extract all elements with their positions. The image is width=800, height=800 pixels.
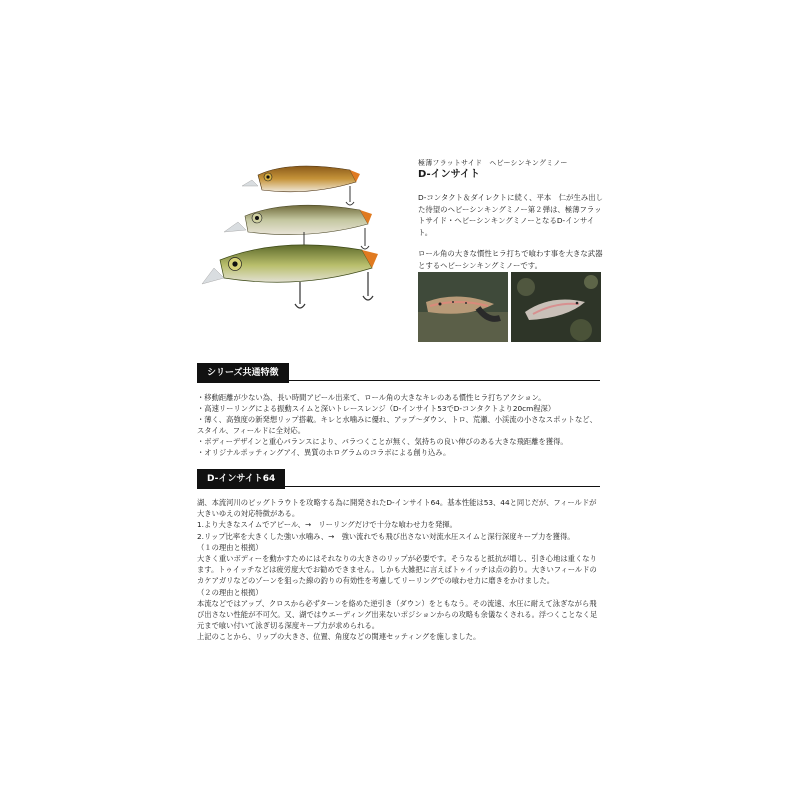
product-description-2: ロール角の大きな慣性ヒラ打ちで喰わす事を大きな武器とするヘビーシンキングミノーです。 (418, 249, 603, 270)
features-list (197, 392, 602, 458)
paragraph: （２の理由と根拠） (197, 587, 263, 597)
list-item: ・薄く、高強度の新発想リップ搭載。キレと水噛みに優れ、アップ〜ダウン、トロ、荒瀬、小渓流の小さなスポットなど、スタイル、フィールドに全対応。 (197, 415, 597, 435)
product-title: D-インサイト (418, 169, 480, 180)
paragraph: 上記のことから、リップの大きさ、位置、角度などの関連セッティングを施しました。 (197, 632, 481, 642)
paragraph: 本流などではアップ、クロスから必ずターンを絡めた逆引き（ダウン）をともなう。その流速、水圧に耐えて泳ぎながら飛び出さない性能が不可欠。又、湖ではウエーディング出来ないポジションからの攻略も余儀なくされる。浮つくことなく足元まで喰い付いて泳ぎ切る深度キープ力が求められる。 (197, 598, 598, 631)
section-model-heading: D-インサイト64 (197, 469, 285, 489)
paragraph: 2.リップ比率を大きくした強い水噛み、→ 強い流れでも飛び出さない対流水圧スイムと深行深度キープ力を獲得。 (197, 531, 575, 541)
paragraph: 1.より大きなスイムでアピール、→ リーリングだけで十分な喰わせ力を発揮。 (197, 520, 457, 530)
paragraph: 湖、本流河川のビッグトラウトを攻略する為に開発されたD-インサイト64。基本性能は53、44と同じだが、フィールドが大きいゆえの対応特徴がある。 (197, 498, 597, 519)
lures-image (200, 150, 400, 320)
paragraph: 大きく重いボディーを動かすためにはそれなりの大きさのリップが必要です。そうなると抵抗が増し、引き心地は重くなります。トゥイッチなどは疲労度大でお勧めできません。しかも大雑把に言えばトゥイッチは点の釣り。大きいフィールドのカケアガリなどのゾーンを狙った線の釣りの有効性を考慮してリーリングでの喰わせ力に磨きをかけました。 (197, 554, 597, 586)
trout-in-water-photo (511, 272, 601, 342)
paragraph: （１の理由と根拠） (197, 542, 263, 552)
list-item: ・オリジナルポッティングアイ、異質のホログラムのコラボによる創り込み。 (197, 448, 451, 457)
lure-mid (224, 205, 372, 251)
list-item: ・ボディーデザインと重心バランスにより、バラつくことが無く、気持ちの良い伸びのある大きな飛距離を獲得。 (197, 437, 568, 446)
list-item: ・高速リーリングによる振動スイムと深いトレースレンジ（D-インサイト53でD-コンタクトより20cm程深） (197, 404, 556, 413)
section-model-header (197, 466, 600, 487)
lure-large (202, 245, 378, 308)
lure-small (242, 166, 360, 205)
section-features-heading: シリーズ共通特徴 (197, 363, 289, 383)
model-description (197, 497, 602, 643)
product-subtitle: 極薄フラットサイド ヘビーシンキングミノー (418, 159, 568, 167)
product-description-1: D-コンタクト＆ダイレクトに続く、平本 仁が生み出した待望のヘビーシンキングミノー第２弾は、極薄フラットサイド・ヘビーシンキングミノーとなるD-インサイト。 (418, 193, 603, 237)
list-item: ・移動距離が少ない為、長い時間アピール出来て、ロール角の大きなキレのある慣性ヒラ打ちアクション。 (197, 393, 546, 402)
section-features-header (197, 360, 600, 381)
product-intro (418, 158, 608, 281)
lure-illustration (200, 150, 400, 320)
trout-caught-photo (418, 272, 508, 342)
